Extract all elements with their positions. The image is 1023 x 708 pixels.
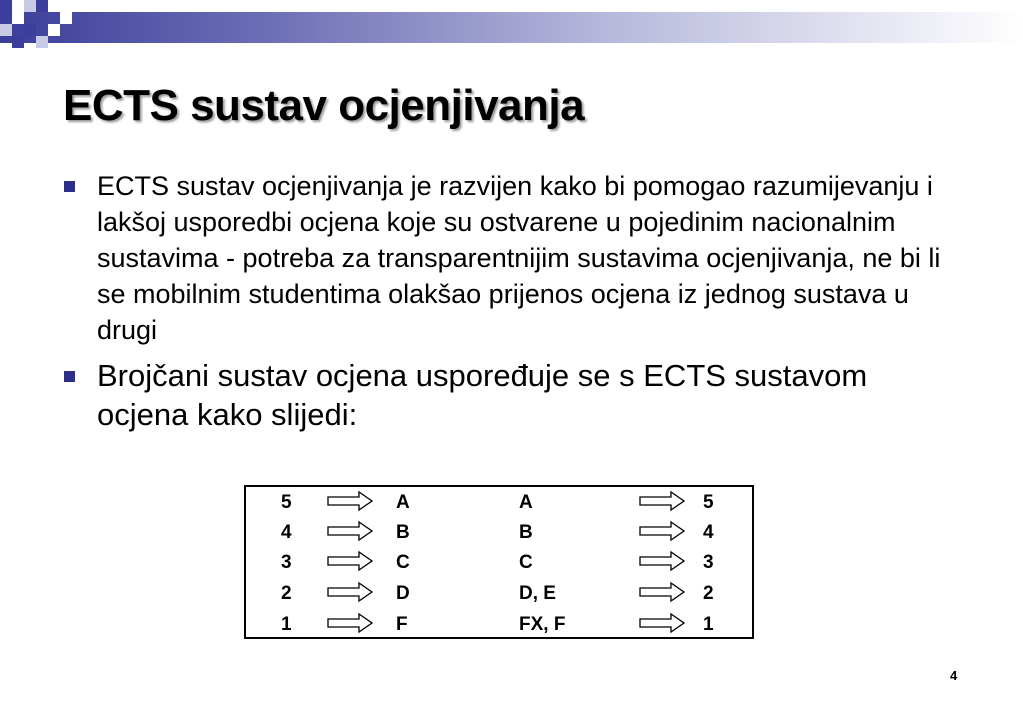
- ects-grade-back: A: [519, 492, 533, 513]
- right-arrow-icon: [326, 550, 374, 572]
- table-row: [246, 487, 752, 518]
- ects-grade: D: [396, 583, 410, 604]
- national-grade-back: 1: [703, 614, 714, 635]
- ects-grade: F: [396, 614, 408, 635]
- national-grade: 1: [281, 614, 292, 635]
- right-arrow-icon: [638, 520, 686, 542]
- table-row: [246, 547, 752, 578]
- ects-grade: B: [396, 522, 410, 543]
- square-bullet-icon: [64, 181, 75, 192]
- national-grade-back: 4: [703, 522, 714, 543]
- ects-grade-back: B: [519, 522, 533, 543]
- table-row: [246, 609, 752, 640]
- ects-grade-back: D, E: [519, 583, 556, 604]
- national-grade: 4: [281, 522, 292, 543]
- table-row: [246, 517, 752, 548]
- bullet-text: ECTS sustav ocjenjivanja je razvijen kako bi pomogao razumijevanju i lakšoj usporedbi ocjena koje su ostvarene u pojedinim nacionalnim sustavima - potreba za transparentnijim sustavima ocjenjivanja, ne bi li se mobilnim studentima olakšao prijenos ocjena iz jednog sustava u drugi: [97, 171, 941, 345]
- bullet-text: Brojčani sustav ocjena uspoređuje se s ECTS sustavom ocjena kako slijedi:: [97, 358, 868, 432]
- right-arrow-icon: [326, 520, 374, 542]
- national-grade-back: 2: [703, 583, 714, 604]
- bullet-item: [64, 168, 964, 348]
- right-arrow-icon: [638, 581, 686, 603]
- slide-title: ECTS sustav ocjenjivanja: [63, 81, 585, 130]
- national-grade-back: 3: [703, 552, 714, 573]
- national-grade-back: 5: [703, 492, 714, 513]
- national-grade: 2: [281, 583, 292, 604]
- right-arrow-icon: [326, 612, 374, 634]
- table-row: [246, 578, 752, 609]
- page-number: 4: [950, 668, 958, 683]
- header-gradient-bar: [0, 12, 1023, 43]
- ects-grade-back: C: [519, 552, 533, 573]
- grade-conversion-table: [244, 485, 754, 639]
- bullet-list: [64, 168, 964, 434]
- bullet-item: [64, 356, 964, 434]
- ects-grade: A: [396, 492, 410, 513]
- right-arrow-icon: [326, 581, 374, 603]
- right-arrow-icon: [326, 490, 374, 512]
- national-grade: 5: [281, 492, 292, 513]
- right-arrow-icon: [638, 550, 686, 572]
- national-grade: 3: [281, 552, 292, 573]
- ects-grade-back: FX, F: [519, 614, 566, 635]
- right-arrow-icon: [638, 490, 686, 512]
- square-bullet-icon: [64, 371, 75, 382]
- right-arrow-icon: [638, 612, 686, 634]
- ects-grade: C: [396, 552, 410, 573]
